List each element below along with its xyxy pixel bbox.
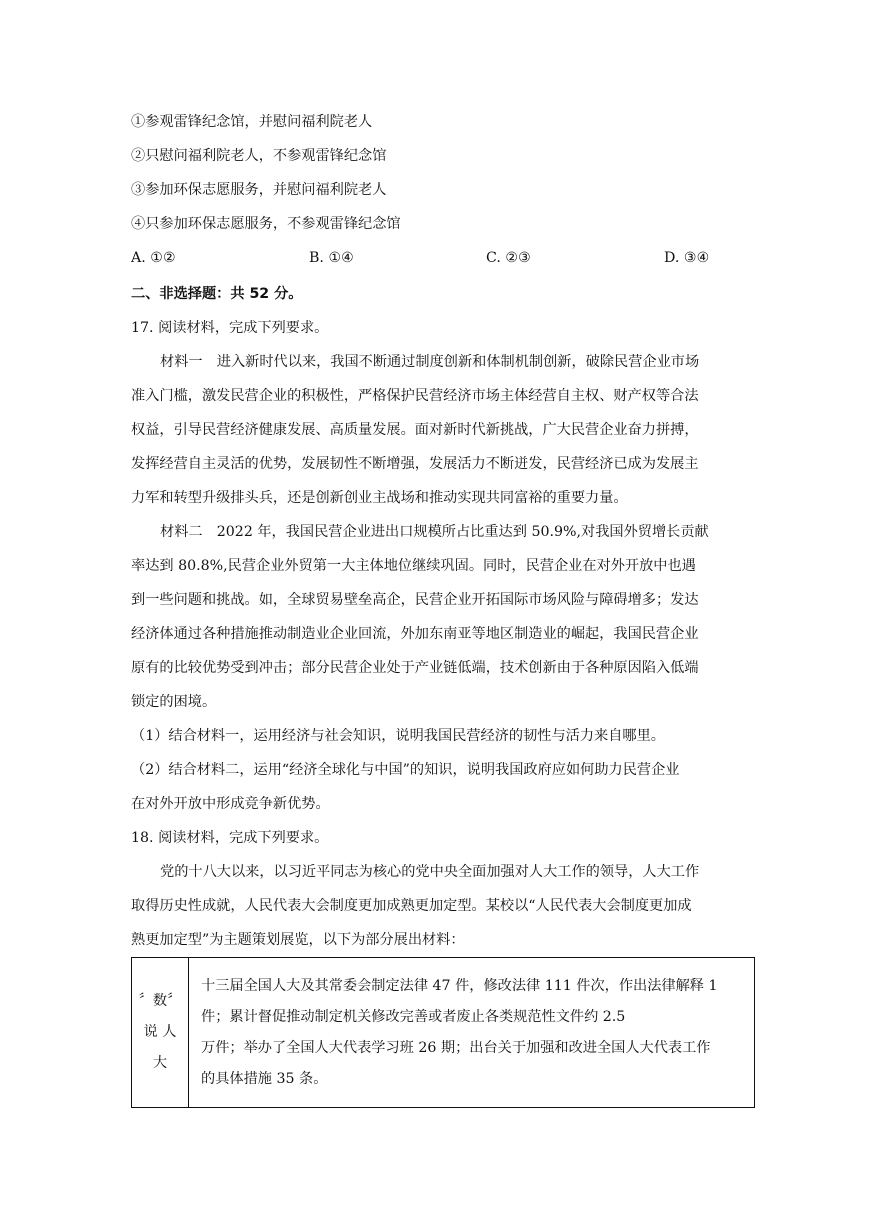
exhibit-content-line: 的具体措施 35 条。: [201, 1070, 328, 1087]
choice-statement-1: ①参观雷锋纪念馆，并慰问福利院老人: [131, 114, 373, 130]
q17-material2-line: 经济体通过各种措施推动制造业企业回流，外加东南亚等地区制造业的崛起，我国民营企业: [131, 626, 699, 642]
q17-subquestion-2-cont: 在对外开放中形成竞争新优势。: [131, 796, 330, 812]
exhibit-label-line: 说 人: [143, 1024, 177, 1040]
q17-subquestion-2: （2）结合材料二，运用“经济全球化与中国”的知识，说明我国政府应如何助力民营企业: [131, 762, 680, 778]
q17-material2-line: 到一些问题和挑战。如，全球贸易壁垒高企，民营企业开拓国际市场风险与障碍增多；发达: [131, 592, 699, 608]
q17-material1-line: 力军和转型升级排头兵，还是创新创业主战场和推动实现共同富裕的重要力量。: [131, 490, 628, 506]
exhibit-content-line: 十三届全国人大及其常委会制定法律 47 件，修改法律 111 件次，作出法律解释 1: [201, 977, 718, 994]
option-a: A. ①②: [131, 250, 176, 266]
q17-material1-line: 发挥经营自主灵活的优势，发展韧性不断增强，发展活力不断迸发，民营经济已成为发展主: [131, 456, 699, 472]
exhibit-label-cell: [132, 958, 189, 1108]
exhibit-label-line: 大: [152, 1055, 168, 1071]
q17-title: 17. 阅读材料，完成下列要求。: [131, 320, 329, 336]
option-b: B. ①④: [309, 250, 354, 266]
exhibit-content-cell: [189, 958, 755, 1108]
exhibit-content-line: 件；累计督促推动制定机关修改完善或者废止各类规范性文件约 2.5: [201, 1008, 626, 1025]
choice-statement-3: ③参加环保志愿服务，并慰问福利院老人: [131, 182, 387, 198]
q18-intro-line: 党的十八大以来，以习近平同志为核心的党中央全面加强对人大工作的领导，人大工作: [160, 864, 700, 880]
q17-material2-line: 原有的比较优势受到冲击；部分民营企业处于产业链低端，技术创新由于各种原因陷入低端: [131, 660, 699, 676]
q17-material1-line: 权益，引导民营经济健康发展、高质量发展。面对新时代新挑战，广大民营企业奋力拼搏，: [131, 422, 699, 438]
q17-material2-line: 率达到 80.8%,民营企业外贸第一大主体地位继续巩固。同时，民营企业在对外开放中也遇: [131, 558, 696, 574]
q18-intro-line: 熟更加定型”为主题策划展览，以下为部分展出材料：: [131, 932, 465, 948]
choice-statement-2: ②只慰问福利院老人，不参观雷锋纪念馆: [131, 148, 387, 164]
q17-subquestion-1: （1）结合材料一，运用经济与社会知识，说明我国民营经济的韧性与活力来自哪里。: [131, 728, 665, 744]
q18-intro-line: 取得历史性成就，人民代表大会制度更加成熟更加定型。某校以“人民代表大会制度更加成: [131, 898, 692, 914]
section-heading: 二、非选择题：共 52 分。: [131, 286, 303, 302]
q18-title: 18. 阅读材料，完成下列要求。: [131, 830, 329, 846]
exhibit-content-line: 万件；举办了全国人大代表学习班 26 期；出台关于加强和改进全国人大代表工作: [201, 1039, 711, 1056]
q17-material1-line: 材料一 进入新时代以来，我国不断通过制度创新和体制机制创新，破除民营企业市场: [160, 354, 700, 370]
option-c: C. ②③: [486, 250, 531, 266]
q17-material2-line: 材料二 2022 年，我国民营企业进出口规模所占比重达到 50.9%,对我国外贸增长贡献: [160, 524, 709, 540]
q17-material1-line: 准入门槛，激发民营企业的积极性，严格保护民营经济市场主体经营自主权、财产权等合法: [131, 388, 699, 404]
exhibit-label-line: 〞数〞: [138, 993, 182, 1009]
table-row: [132, 958, 755, 1108]
choice-statement-4: ④只参加环保志愿服务，不参观雷锋纪念馆: [131, 216, 401, 232]
exhibit-table: [131, 957, 755, 1108]
option-d: D. ③④: [664, 250, 710, 266]
q17-material2-line: 锁定的困境。: [131, 694, 217, 710]
